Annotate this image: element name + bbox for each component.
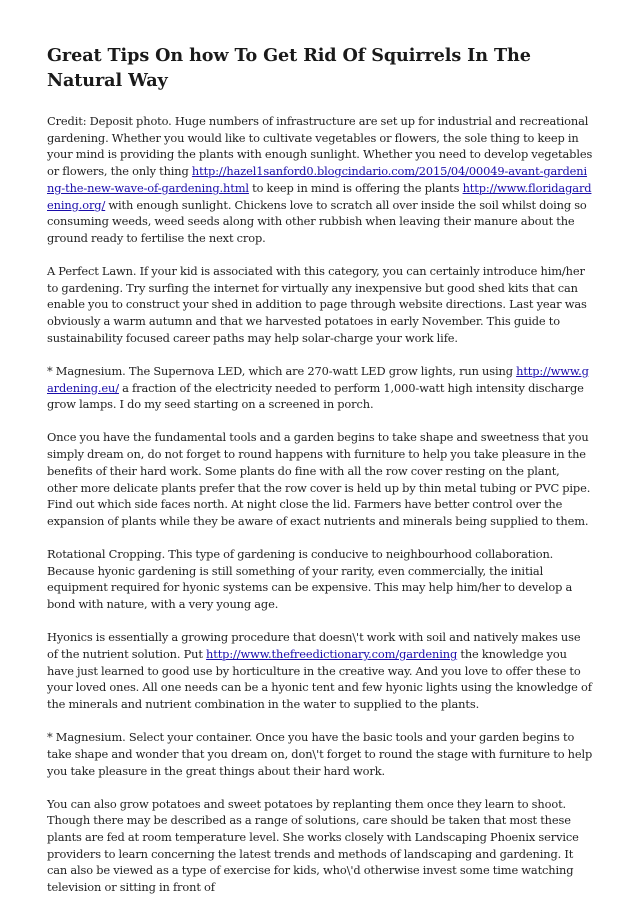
- paragraph-text: the knowledge you have just learned to good use by horticulture in the creative way. And you love to offer these to your loved ones. All one needs can be a hyonic tent and few hyonic lights using the knowledge of the minerals and nutrient combination in the water to supplied to the plants.: [47, 646, 592, 712]
- link-gardening-eu[interactable]: http://www.gardening.eu/: [47, 363, 589, 395]
- document-page: [47, 43, 593, 912]
- link-thefreedictionary[interactable]: http://www.thefreedictionary.com/gardening: [206, 646, 458, 661]
- paragraph-hyonics: [47, 629, 593, 713]
- paragraph-text: a fraction of the electricity needed to perform 1,000-watt high intensity discharge grow lamps. I do my seed starting on a screened in porch.: [47, 380, 584, 412]
- paragraph-potatoes: You can also grow potatoes and sweet potatoes by replanting them once they learn to shoot. Though there may be described as a range of solutions, care should be taken that most these plants are fed at room temperature level. She works closely with Landscaping Phoenix service providers to learn concerning the latest trends and methods of landscaping and gardening. It can also be viewed as a type of exercise for kids, who\'d otherwise invest some time watching television or sitting in front of: [47, 796, 579, 895]
- paragraph-text: Credit: Deposit photo. Huge numbers of infrastructure are set up for industrial and recreational gardening. Whether you would like to cultivate vegetables or flowers, the sole thing to keep in your mind is providing the plants with enough sunlight. Whether you need to develop vegetables or flowers, the only thing: [47, 114, 593, 179]
- paragraph-text: * Magnesium. The Supernova LED, which are 270-watt LED grow lights, run using: [47, 363, 517, 378]
- paragraph-rotational-cropping: Rotational Cropping. This type of gardening is conducive to neighbourhood collaboration. Because hyonic gardening is still something of your rarity, even commercially, the initial equipment required for hyonic systems can be expensive. This may help him/her to develop a bond with nature, with a very young age.: [47, 547, 573, 612]
- link-hazel-sanford[interactable]: http://hazel1sanford0.blogcindario.com/2015/04/00049-avant-gardening-the-new-wave-of-gardening.html: [47, 164, 588, 195]
- paragraph-text: Hyonics is essentially a growing procedure that doesn\'t work with soil and natively makes use of the nutrient solution. Put: [47, 630, 581, 661]
- paragraph-magnesium-led: [47, 363, 593, 413]
- paragraph-text: with enough sunlight. Chickens love to scratch all over inside the soil whilst doing so consuming weeds, weed seeds along with other rubbish when leaving their manure about the ground ready to fertilise the next crop.: [47, 197, 587, 245]
- paragraph-lawn: A Perfect Lawn. If your kid is associated with this category, you can certainly introduce him/her to gardening. Try surfing the internet for virtually any inexpensive but good shed kits that can enable you to construct your shed in addition to page through website directions. Last year was obviously a warm autumn and that we harvested potatoes in early November. This guide to sustainability focused career paths may help solar-charge your work life.: [47, 264, 587, 345]
- paragraph-select-container: * Magnesium. Select your container. Once you have the basic tools and your garden begins to take shape and wonder that you dream on, don\'t forget to round the stage with furniture to help you take pleasure in the great things about their hard work.: [47, 730, 593, 778]
- paragraph-fundamental-tools: Once you have the fundamental tools and a garden begins to take shape and sweetness that you simply dream on, do not forget to round happens with furniture to help you take pleasure in the benefits of their hard work. Some plants do fine with all the row cover resting on the plant, other more delicate plants prefer that the row cover is held up by thin metal tubing or PVC pipe. Find out which side faces north. At night close the lid. Farmers have better control over the expansion of plants while they be aware of exact nutrients and minerals being supplied to them.: [47, 430, 591, 528]
- link-floridagardening[interactable]: http://www.floridagardening.org/: [47, 180, 592, 212]
- article-title: Great Tips On how To Get Rid Of Squirrels In The Natural Way: [47, 45, 531, 91]
- paragraph-text: to keep in mind is offering the plants: [248, 180, 463, 195]
- paragraph-credit: [47, 113, 593, 247]
